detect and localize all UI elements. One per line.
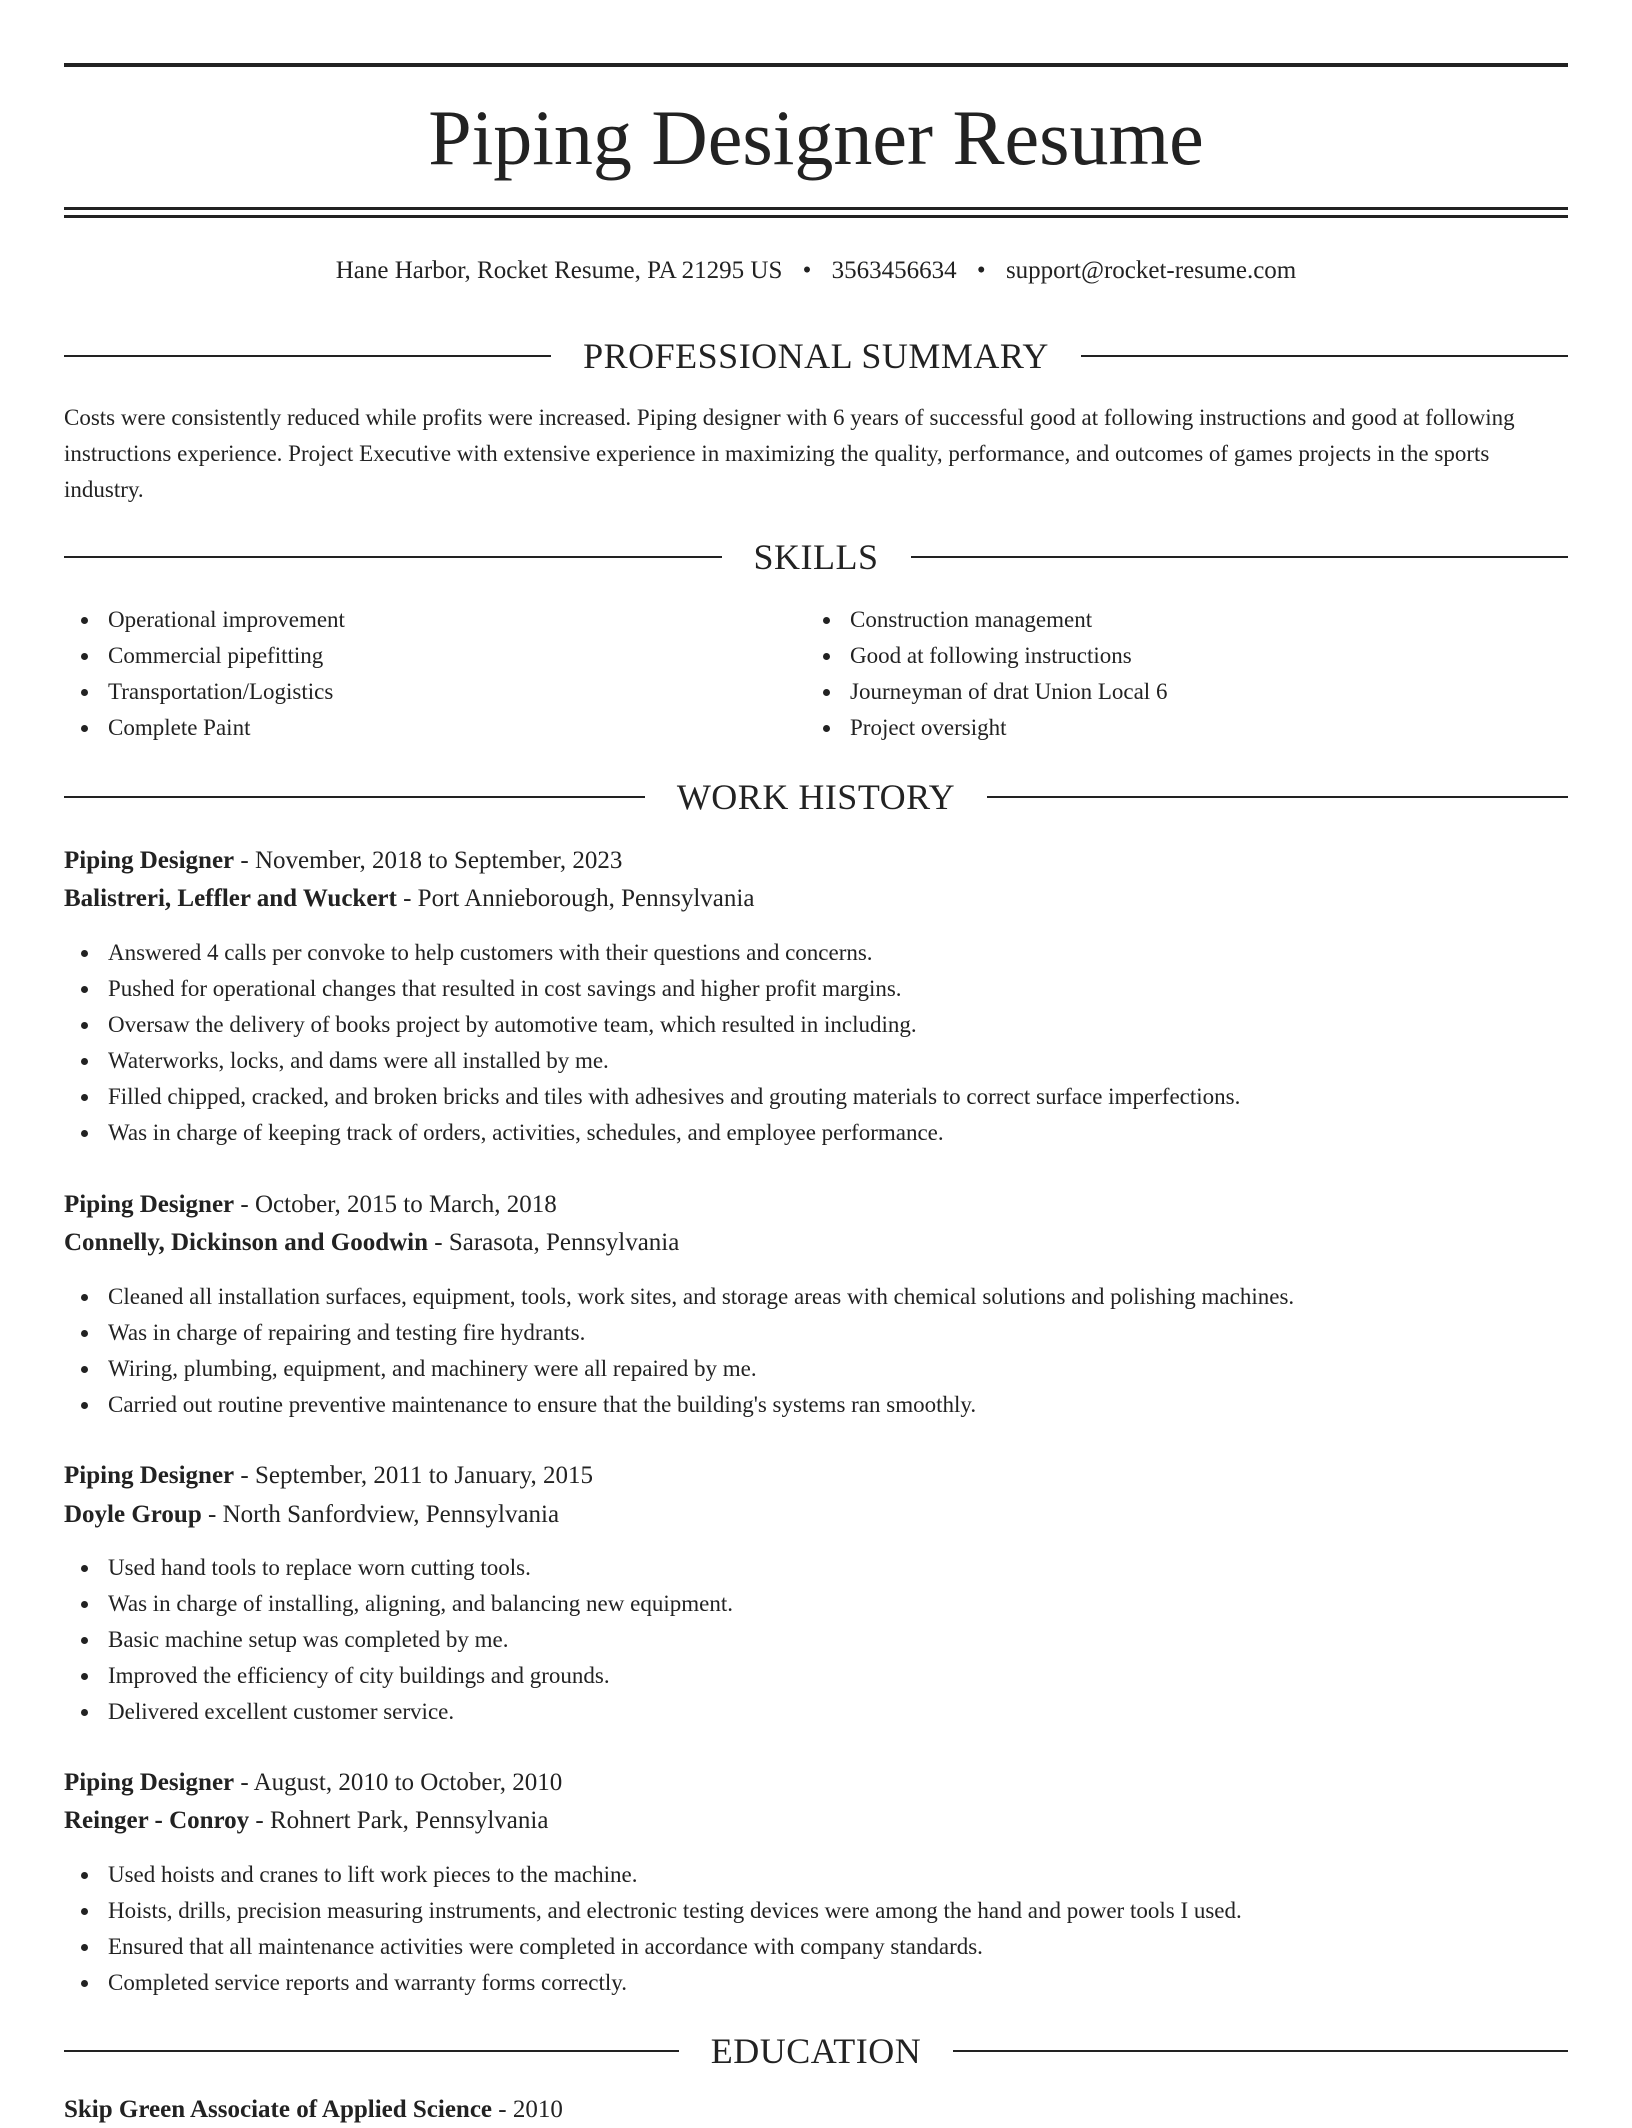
job-company: Doyle Group [64, 1501, 202, 1528]
job-duty: Oversaw the delivery of books project by automotive team, which resulted in including. [64, 1007, 1568, 1043]
section-rule [64, 355, 551, 357]
section-heading-skills [64, 535, 1568, 579]
skill-item: Construction management [806, 602, 1568, 638]
job-duty: Improved the efficiency of city buildings and grounds. [64, 1658, 1568, 1694]
section-rule [64, 556, 722, 558]
job-duty: Used hand tools to replace worn cutting tools. [64, 1550, 1568, 1586]
section-title: WORK HISTORY [676, 777, 956, 817]
job-duty: Cleaned all installation surfaces, equipment, tools, work sites, and storage areas with chemical solutions and polishing machines. [64, 1279, 1568, 1315]
title-double-rule [64, 207, 1568, 219]
section-rule [1081, 355, 1568, 357]
contact-email[interactable]: support@rocket-resume.com [1005, 257, 1297, 284]
job-duty: Hoists, drills, precision measuring instruments, and electronic testing devices were among the hand and power tools I used. [64, 1893, 1568, 1929]
job-dates: - October, 2015 to March, 2018 [234, 1191, 557, 1218]
education-year: - 2010 [492, 2096, 563, 2123]
job-duty: Ensured that all maintenance activities were completed in accordance with company standards. [64, 1929, 1568, 1965]
education-entry [64, 2092, 563, 2128]
skill-item: Complete Paint [64, 710, 804, 746]
job-title: Piping Designer [64, 1462, 235, 1489]
job-title: Piping Designer [64, 847, 235, 874]
job-duty: Was in charge of installing, aligning, and balancing new equipment. [64, 1586, 1568, 1622]
contact-address: Hane Harbor, Rocket Resume, PA 21295 US [335, 257, 783, 284]
skill-item: Project oversight [806, 710, 1568, 746]
skills-list-left [64, 602, 804, 746]
skills-list-right [806, 602, 1568, 746]
contact-separator: • [802, 257, 812, 284]
job-company: Reinger - Conroy [64, 1807, 250, 1834]
section-rule [987, 796, 1568, 798]
skill-item: Good at following instructions [806, 638, 1568, 674]
job-duties-list [64, 1857, 1568, 2001]
section-title: EDUCATION [710, 2031, 922, 2071]
skill-item: Commercial pipefitting [64, 638, 804, 674]
job-location: - Rohnert Park, Pennsylvania [249, 1807, 549, 1834]
job-duty: Was in charge of keeping track of orders, activities, schedules, and employee performance. [64, 1115, 1568, 1151]
job-duty: Was in charge of repairing and testing fire hydrants. [64, 1315, 1568, 1351]
job-duty: Carried out routine preventive maintenance to ensure that the building's systems ran smoothly. [64, 1387, 1568, 1423]
job-location: - Port Annieborough, Pennsylvania [396, 885, 755, 912]
job-dates: - September, 2011 to January, 2015 [234, 1462, 594, 1489]
section-rule [64, 2050, 679, 2052]
job-location: - North Sanfordview, Pennsylvania [201, 1501, 560, 1528]
section-heading-education [64, 2029, 1568, 2073]
job-duty: Completed service reports and warranty forms correctly. [64, 1965, 1568, 2001]
job-title-line [64, 843, 1568, 879]
job-title: Piping Designer [64, 1769, 235, 1796]
job-company: Balistreri, Leffler and Wuckert [64, 885, 397, 912]
education-school: Skip Green Associate of Applied Science [64, 2096, 493, 2123]
job-duties-list [64, 935, 1568, 1151]
section-rule [64, 796, 645, 798]
job-duties-list [64, 1550, 1568, 1730]
job-company-line [64, 881, 1568, 917]
job-duty: Pushed for operational changes that resulted in cost savings and higher profit margins. [64, 971, 1568, 1007]
section-heading-work-history [64, 775, 1568, 819]
job-location: - Sarasota, Pennsylvania [428, 1229, 680, 1256]
job-duty: Delivered excellent customer service. [64, 1694, 1568, 1730]
job-duty: Used hoists and cranes to lift work pieces to the machine. [64, 1857, 1568, 1893]
section-rule [911, 556, 1569, 558]
section-heading-summary [64, 334, 1568, 378]
job-company-line [64, 1225, 1568, 1261]
job-dates: - August, 2010 to October, 2010 [234, 1769, 563, 1796]
skill-item: Operational improvement [64, 602, 804, 638]
job-title-line [64, 1765, 1568, 1801]
contact-phone[interactable]: 3563456634 [831, 257, 957, 284]
resume-title: Piping Designer Resume [428, 94, 1204, 181]
skill-item: Transportation/Logistics [64, 674, 804, 710]
section-title: PROFESSIONAL SUMMARY [583, 336, 1049, 376]
job-title-line [64, 1458, 1568, 1494]
contact-line [64, 255, 1568, 287]
job-company: Connelly, Dickinson and Goodwin [64, 1229, 429, 1256]
top-rule [64, 63, 1568, 67]
section-rule [953, 2050, 1568, 2052]
skill-item: Journeyman of drat Union Local 6 [806, 674, 1568, 710]
job-title: Piping Designer [64, 1191, 235, 1218]
job-duty: Filled chipped, cracked, and broken bricks and tiles with adhesives and grouting materials to correct surface imperfections. [64, 1079, 1568, 1115]
contact-separator: • [976, 257, 986, 284]
job-company-line [64, 1803, 1568, 1839]
job-title-line [64, 1187, 1568, 1223]
job-company-line [64, 1497, 1568, 1533]
section-title: SKILLS [753, 537, 879, 577]
job-duty: Wiring, plumbing, equipment, and machinery were all repaired by me. [64, 1351, 1568, 1387]
job-duty: Basic machine setup was completed by me. [64, 1622, 1568, 1658]
job-duty: Answered 4 calls per convoke to help customers with their questions and concerns. [64, 935, 1568, 971]
job-duty: Waterworks, locks, and dams were all installed by me. [64, 1043, 1568, 1079]
summary-text: Costs were consistently reduced while profits were increased. Piping designer with 6 years of successful good at following instructions and good at following instructions experience. Project Executive with extensive experience in maximizing the quality, performance, and outcomes of games projects in the sports industry. [64, 405, 1515, 502]
job-duties-list [64, 1279, 1568, 1423]
job-dates: - November, 2018 to September, 2023 [234, 847, 623, 874]
